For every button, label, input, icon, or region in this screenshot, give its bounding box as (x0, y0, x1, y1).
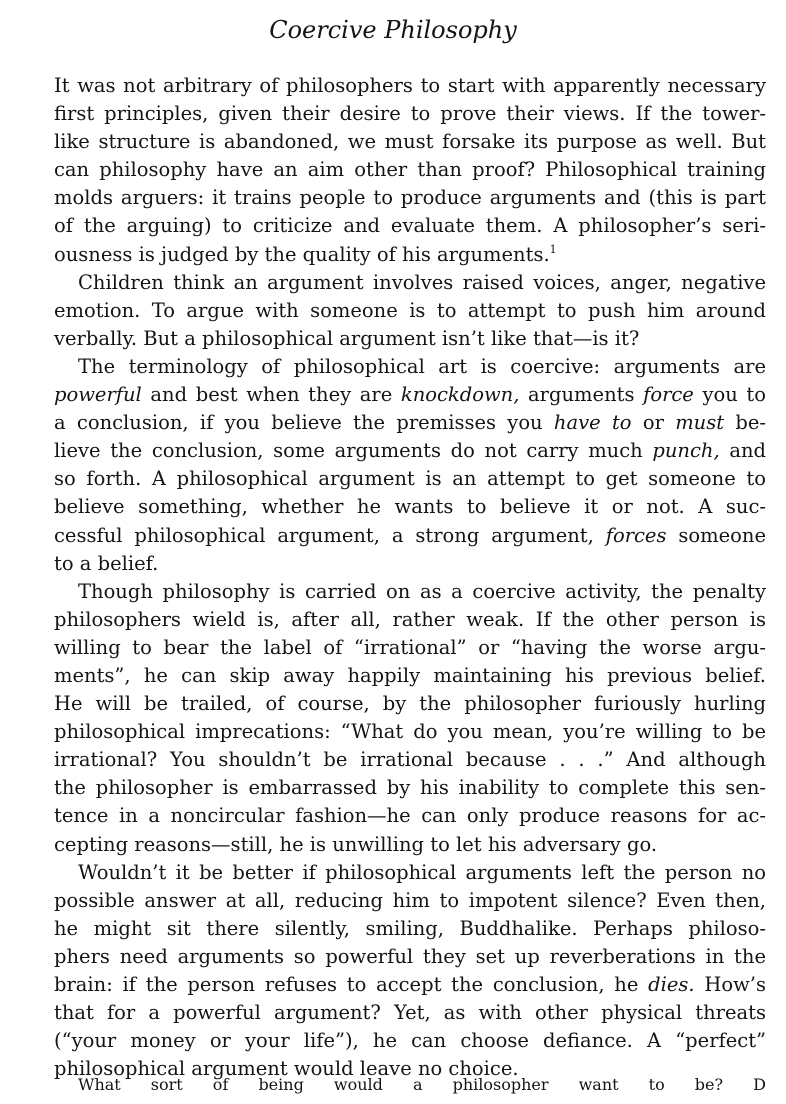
text-segment: can philosophy have an aim other than proof? Philosophical training (54, 158, 766, 182)
text-line (54, 887, 766, 915)
text-segment: believe something, whether he wants to believe it or not. A suc- (54, 495, 766, 519)
text-segment: that for a powerful argument? Yet, as with other physical threats (54, 1001, 766, 1025)
body-text (54, 72, 766, 1083)
text-segment: tence in a noncircular fashion—he can only produce reasons for ac- (54, 804, 766, 828)
text-segment: willing to bear the label of “irrational” or “having the worse argu- (54, 635, 766, 659)
text-segment: brain: if the person refuses to accept the conclusion, he (54, 973, 649, 996)
text-segment: Wouldn’t it be better if philosophical arguments left the person no (78, 860, 766, 884)
italic-text: dies. (648, 973, 695, 996)
text-line (54, 943, 766, 971)
text-segment: ments”, he can skip away happily maintaining his previous belief. (54, 663, 766, 687)
text-line (54, 774, 766, 802)
text-line (54, 971, 766, 999)
footnote-marker: 1 (549, 242, 557, 256)
text-segment: and (719, 439, 766, 463)
text-segment: irrational? You shouldn’t be irrational because . . .” And although (54, 748, 766, 772)
text-segment: you to (693, 383, 767, 407)
text-segment: philosophers wield is, after all, rather weak. If the other person is (54, 607, 766, 631)
text-segment: possible answer at all, reducing him to impotent silence? Even then, (54, 888, 766, 912)
text-line (54, 522, 766, 550)
text-line (54, 184, 766, 212)
text-segment: lieve the conclusion, some arguments do not carry much (54, 439, 653, 463)
text-line (54, 915, 766, 943)
text-segment: verbally. But a philosophical argument isn’t like that—is it? (54, 326, 640, 350)
text-segment: How’s (694, 973, 766, 996)
text-segment: of the arguing) to criticize and evaluate them. A philosopher’s seri- (54, 214, 766, 238)
text-line (54, 465, 766, 493)
cut-off-line-text: What sort of being would a philosopher want to be? D (78, 1075, 766, 1094)
text-line (54, 999, 766, 1027)
text-line (54, 634, 766, 662)
text-line (54, 72, 766, 100)
text-line (54, 1027, 766, 1055)
text-line (54, 381, 766, 409)
italic-text: powerful (54, 383, 142, 407)
text-segment: the philosopher is embarrassed by his inability to complete this sen- (54, 776, 766, 800)
text-segment: first principles, given their desire to prove their views. If the tower- (54, 102, 766, 126)
italic-text: punch, (652, 439, 720, 463)
paragraph (54, 859, 766, 1084)
text-segment: He will be trailed, of course, by the philosopher furiously hurling (54, 692, 766, 716)
text-line (54, 128, 766, 156)
text-line (54, 156, 766, 184)
italic-text: knockdown, (400, 383, 520, 407)
text-segment: someone (666, 523, 766, 547)
text-line (54, 859, 766, 887)
text-segment: be- (724, 411, 767, 435)
italic-text: have to (553, 411, 632, 435)
text-line (54, 409, 766, 437)
text-segment: or (631, 411, 676, 435)
text-line (54, 493, 766, 521)
paragraph (54, 578, 766, 859)
text-segment: phers need arguments so powerful they set up reverberations in the (54, 944, 766, 968)
paragraph (54, 353, 766, 578)
text-segment: like structure is abandoned, we must forsake its purpose as well. But (54, 130, 766, 154)
text-segment: emotion. To argue with someone is to attempt to push him around (54, 298, 766, 322)
text-line (54, 831, 766, 859)
text-line (54, 353, 766, 381)
text-segment: to a belief. (54, 551, 159, 575)
text-segment: The terminology of philosophical art is coercive: arguments are (78, 354, 766, 378)
text-line (54, 241, 766, 269)
text-segment: Children think an argument involves raised voices, anger, negative (78, 270, 766, 294)
text-line (54, 802, 766, 830)
text-segment: molds arguers: it trains people to produce arguments and (this is part (54, 186, 766, 210)
paragraph (54, 269, 766, 353)
text-line (54, 325, 766, 353)
text-line (54, 437, 766, 465)
text-line (54, 100, 766, 128)
text-segment: (“your money or your life”), he can choose defiance. A “perfect” (54, 1029, 766, 1053)
text-line (54, 690, 766, 718)
text-segment: a conclusion, if you believe the premisses you (54, 411, 554, 435)
cut-off-line (54, 1075, 766, 1104)
text-line (54, 746, 766, 774)
text-line (54, 297, 766, 325)
text-segment: and best when they are (141, 383, 401, 407)
text-segment: It was not arbitrary of philosophers to start with apparently necessary (54, 74, 766, 97)
text-segment: so forth. A philosophical argument is an attempt to get someone to (54, 467, 766, 491)
text-segment: cessful philosophical argument, a strong argument, (54, 523, 606, 547)
text-line (54, 550, 766, 578)
running-header: Coercive Philosophy (269, 16, 517, 44)
text-line (54, 606, 766, 634)
text-segment: he might sit there silently, smiling, Buddhalike. Perhaps philoso- (54, 916, 766, 940)
text-line (54, 212, 766, 240)
text-segment: arguments (519, 383, 644, 407)
paragraph (54, 72, 766, 269)
text-segment: philosophical argument would leave no choice. (54, 1057, 519, 1081)
italic-text: must (675, 411, 725, 435)
italic-text: forces (605, 523, 667, 547)
text-segment: ousness is judged by the quality of his arguments. (54, 242, 550, 266)
text-segment: cepting reasons—still, he is unwilling to let his adversary go. (54, 832, 658, 856)
text-line (54, 718, 766, 746)
text-segment: Though philosophy is carried on as a coercive activity, the penalty (78, 579, 766, 603)
text-line (54, 269, 766, 297)
text-segment: philosophical imprecations: “What do you mean, you’re willing to be (54, 720, 766, 744)
text-line (54, 662, 766, 690)
italic-text: force (643, 383, 694, 407)
text-line (54, 578, 766, 606)
